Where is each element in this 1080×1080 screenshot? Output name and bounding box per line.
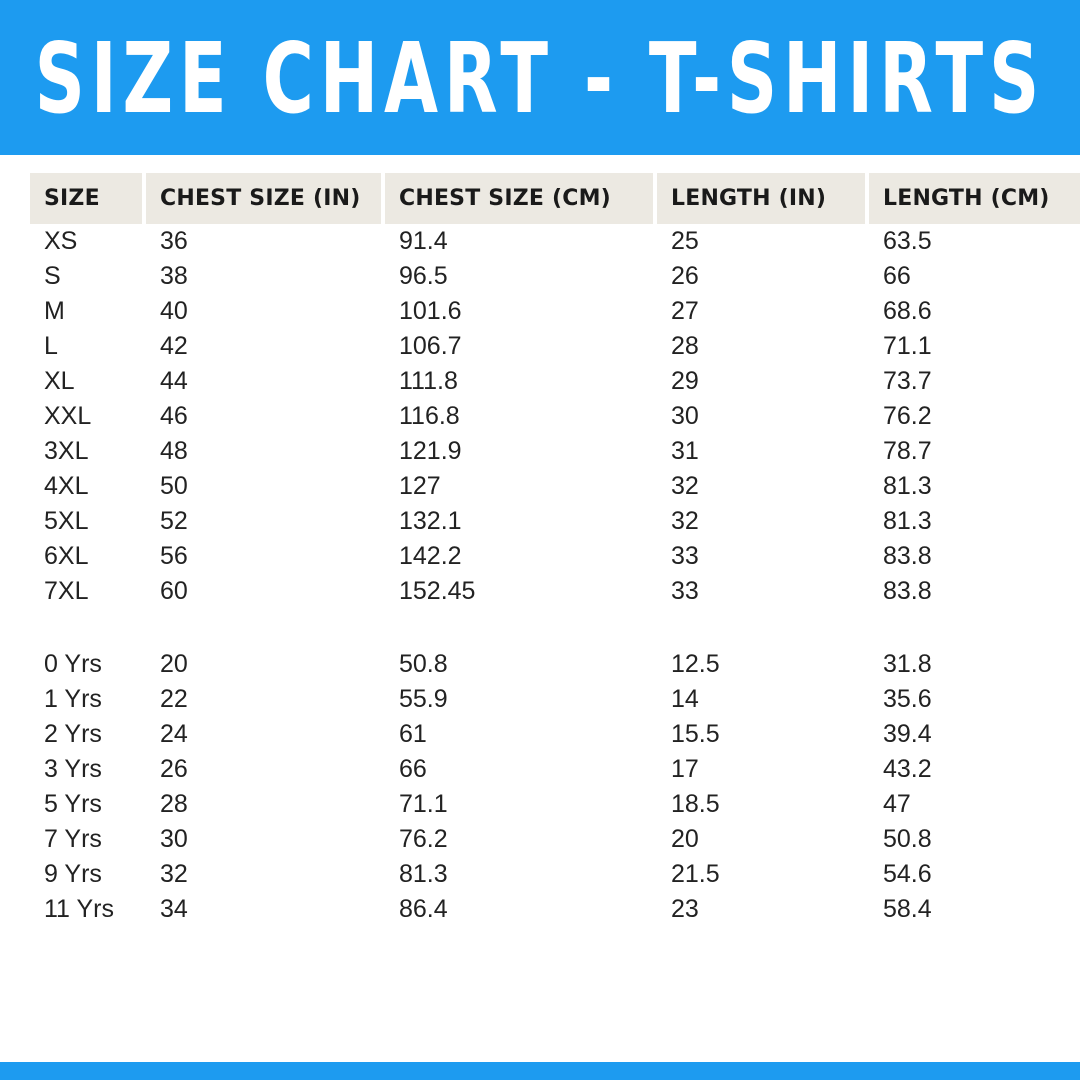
- table-cell: 40: [160, 297, 188, 325]
- table-cell: 44: [160, 367, 188, 395]
- column-header-chest-in: CHEST SIZE (IN): [146, 173, 381, 224]
- table-cell: 142.2: [399, 542, 462, 570]
- table-cell: 17: [671, 755, 699, 783]
- table-cell: 20: [160, 650, 188, 678]
- table-cell: 34: [160, 895, 188, 923]
- table-cell: 47: [883, 790, 911, 818]
- table-cell: 106.7: [399, 332, 462, 360]
- table-cell: 9 Yrs: [44, 860, 102, 888]
- column-header-chest-cm: CHEST SIZE (CM): [385, 173, 653, 224]
- table-cell: XL: [44, 367, 75, 395]
- table-cell: 66: [883, 262, 911, 290]
- table-cell: 33: [671, 577, 699, 605]
- table-cell: 91.4: [399, 227, 448, 255]
- table-cell: 83.8: [883, 577, 932, 605]
- table-row: [30, 892, 1080, 927]
- table-cell: 121.9: [399, 437, 462, 465]
- table-cell: 3XL: [44, 437, 89, 465]
- table-cell: 86.4: [399, 895, 448, 923]
- table-cell: S: [44, 262, 61, 290]
- table-cell: L: [44, 332, 58, 360]
- table-row: [30, 752, 1080, 787]
- table-row: [30, 224, 1080, 259]
- table-cell: 33: [671, 542, 699, 570]
- size-table: [26, 173, 1080, 927]
- table-cell: 81.3: [883, 472, 932, 500]
- table-cell: 76.2: [399, 825, 448, 853]
- table-cell: 6XL: [44, 542, 89, 570]
- spacer-cell: [869, 609, 1080, 647]
- table-row: [30, 822, 1080, 857]
- kids-size-rows: [30, 647, 1080, 927]
- page-title: SIZE CHART - T-SHIRTS: [34, 20, 1046, 135]
- table-cell: 35.6: [883, 685, 932, 713]
- spacer-cell: [146, 609, 381, 647]
- table-row: [30, 294, 1080, 329]
- table-row: [30, 717, 1080, 752]
- table-cell: 7 Yrs: [44, 825, 102, 853]
- table-cell: M: [44, 297, 65, 325]
- table-cell: 127: [399, 472, 441, 500]
- table-cell: 71.1: [399, 790, 448, 818]
- column-header-size: SIZE: [30, 173, 142, 224]
- table-row: [30, 364, 1080, 399]
- table-row: [30, 434, 1080, 469]
- table-cell: 60: [160, 577, 188, 605]
- table-section-spacer: [30, 609, 1080, 647]
- table-row: [30, 539, 1080, 574]
- table-cell: 18.5: [671, 790, 720, 818]
- table-cell: 1 Yrs: [44, 685, 102, 713]
- table-cell: 61: [399, 720, 427, 748]
- spacer-cell: [385, 609, 653, 647]
- table-cell: 50: [160, 472, 188, 500]
- table-cell: 50.8: [883, 825, 932, 853]
- table-cell: 15.5: [671, 720, 720, 748]
- table-cell: 116.8: [399, 402, 460, 430]
- table-cell: 12.5: [671, 650, 720, 678]
- table-cell: 11 Yrs: [44, 895, 114, 923]
- table-row: [30, 399, 1080, 434]
- table-cell: 132.1: [399, 507, 462, 535]
- table-row: [30, 504, 1080, 539]
- table-cell: 76.2: [883, 402, 932, 430]
- table-cell: 28: [671, 332, 699, 360]
- table-cell: XXL: [44, 402, 92, 430]
- table-cell: 22: [160, 685, 188, 713]
- table-cell: 27: [671, 297, 699, 325]
- table-cell: 96.5: [399, 262, 448, 290]
- table-cell: 28: [160, 790, 188, 818]
- table-row: [30, 647, 1080, 682]
- table-cell: 73.7: [883, 367, 932, 395]
- table-row: [30, 682, 1080, 717]
- table-cell: 26: [160, 755, 188, 783]
- table-cell: 63.5: [883, 227, 932, 255]
- table-cell: 3 Yrs: [44, 755, 102, 783]
- table-cell: 152.45: [399, 577, 476, 605]
- table-cell: 52: [160, 507, 188, 535]
- adult-size-rows: [30, 224, 1080, 609]
- table-cell: 39.4: [883, 720, 932, 748]
- table-row: [30, 469, 1080, 504]
- table-cell: 66: [399, 755, 427, 783]
- table-cell: 81.3: [399, 860, 448, 888]
- table-cell: 48: [160, 437, 188, 465]
- table-header: [30, 173, 1080, 224]
- table-cell: 32: [160, 860, 188, 888]
- table-row: [30, 574, 1080, 609]
- table-cell: 23: [671, 895, 699, 923]
- table-cell: 36: [160, 227, 188, 255]
- table-cell: 56: [160, 542, 188, 570]
- size-table-container: [0, 155, 1080, 1062]
- spacer-row: [30, 609, 1080, 647]
- table-cell: 54.6: [883, 860, 932, 888]
- table-row: [30, 259, 1080, 294]
- table-cell: 21.5: [671, 860, 720, 888]
- table-cell: 32: [671, 507, 699, 535]
- spacer-cell: [657, 609, 865, 647]
- table-cell: 68.6: [883, 297, 932, 325]
- spacer-cell: [30, 609, 142, 647]
- table-cell: 30: [160, 825, 188, 853]
- table-cell: 20: [671, 825, 699, 853]
- table-cell: 38: [160, 262, 188, 290]
- table-cell: 5XL: [44, 507, 89, 535]
- table-row: [30, 857, 1080, 892]
- table-cell: XS: [44, 227, 78, 255]
- table-cell: 71.1: [883, 332, 932, 360]
- table-cell: 0 Yrs: [44, 650, 102, 678]
- table-cell: 5 Yrs: [44, 790, 102, 818]
- table-cell: 4XL: [44, 472, 89, 500]
- table-cell: 42: [160, 332, 188, 360]
- footer-banner: [0, 1062, 1080, 1080]
- column-header-length-cm: LENGTH (CM): [869, 173, 1080, 224]
- table-cell: 81.3: [883, 507, 932, 535]
- table-cell: 78.7: [883, 437, 932, 465]
- table-cell: 50.8: [399, 650, 448, 678]
- table-cell: 111.8: [399, 367, 458, 395]
- column-header-length-in: LENGTH (IN): [657, 173, 865, 224]
- table-cell: 2 Yrs: [44, 720, 102, 748]
- table-header-row: [30, 173, 1080, 224]
- header-banner: [0, 0, 1080, 155]
- table-cell: 55.9: [399, 685, 448, 713]
- table-cell: 83.8: [883, 542, 932, 570]
- table-row: [30, 329, 1080, 364]
- table-cell: 31: [671, 437, 699, 465]
- table-cell: 31.8: [883, 650, 932, 678]
- table-cell: 24: [160, 720, 188, 748]
- table-cell: 29: [671, 367, 699, 395]
- table-cell: 30: [671, 402, 699, 430]
- table-cell: 46: [160, 402, 188, 430]
- table-cell: 7XL: [44, 577, 89, 605]
- table-row: [30, 787, 1080, 822]
- table-cell: 25: [671, 227, 699, 255]
- table-cell: 32: [671, 472, 699, 500]
- table-cell: 43.2: [883, 755, 932, 783]
- table-cell: 58.4: [883, 895, 932, 923]
- table-cell: 26: [671, 262, 699, 290]
- table-cell: 101.6: [399, 297, 462, 325]
- table-cell: 14: [671, 685, 699, 713]
